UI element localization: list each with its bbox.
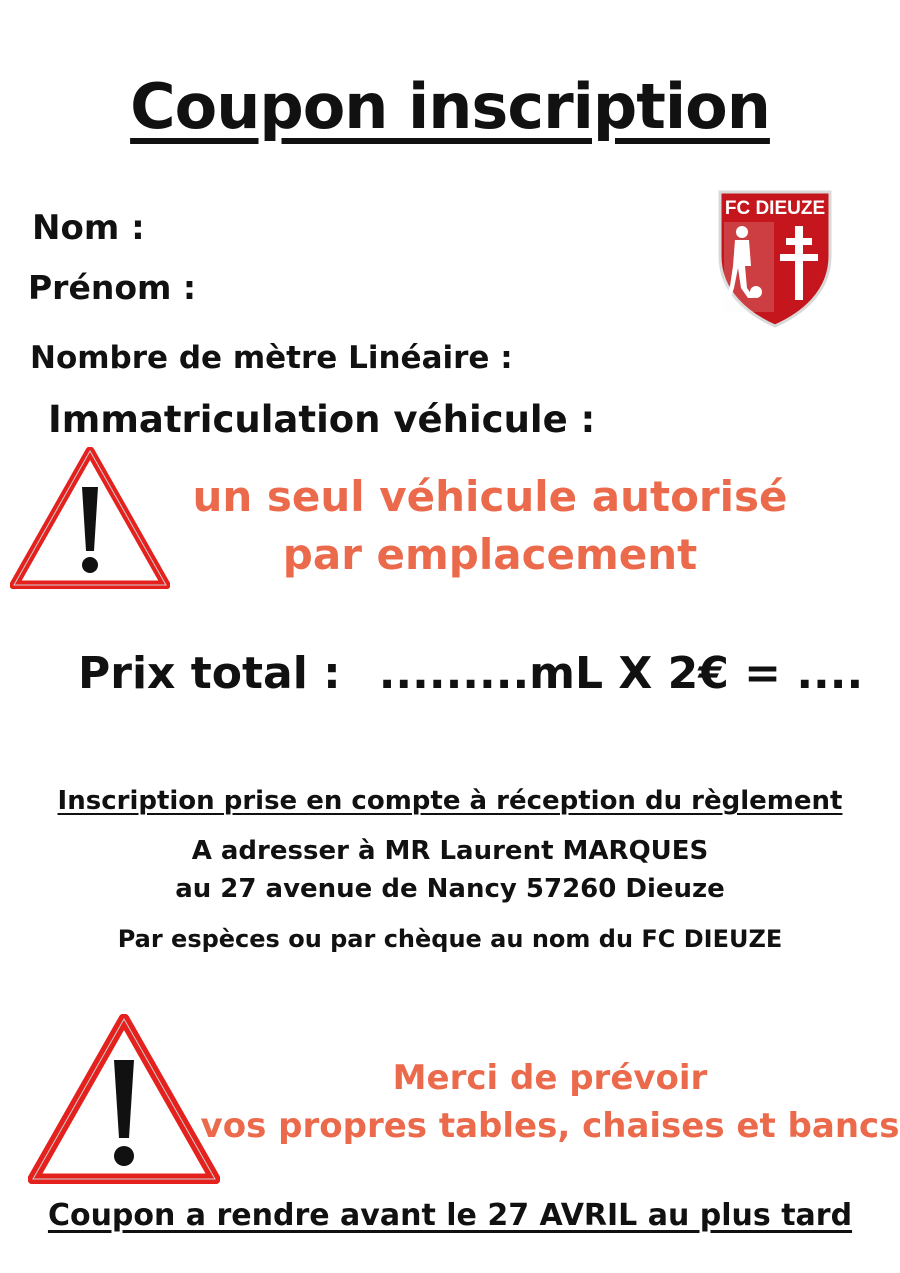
field-prenom-label: Prénom : <box>28 268 197 307</box>
price-formula: .........mL X 2€ = .... <box>378 648 864 699</box>
price-label: Prix total : <box>78 648 341 699</box>
crest-left-panel <box>724 222 774 312</box>
warning-bring-furniture <box>200 1054 900 1150</box>
fc-dieuze-logo <box>716 188 834 330</box>
price-total <box>78 648 863 699</box>
deadline-footer: Coupon a rendre avant le 27 AVRIL au plus tard <box>47 1198 853 1233</box>
warning-triangle-icon-2 <box>28 1014 220 1184</box>
field-metre-lineaire-label: Nombre de mètre Linéaire : <box>30 340 513 376</box>
page-title: Coupon inscription <box>130 70 770 143</box>
warning-single-vehicle: un seul véhicule autorisé par emplacement <box>192 472 788 579</box>
field-nom-label: Nom : <box>32 208 145 248</box>
info-address-street: au 27 avenue de Nancy 57260 Dieuze <box>175 874 725 904</box>
info-heading: Inscription prise en compte à réception du règlement <box>57 786 843 816</box>
warning-bring-furniture-line2: vos propres tables, chaises et bancs <box>200 1106 900 1146</box>
warning-bring-furniture-line1: Merci de prévoir <box>392 1058 708 1098</box>
crest-text: FC DIEUZE <box>724 198 826 219</box>
info-address-name: A adresser à MR Laurent MARQUES <box>191 836 709 866</box>
warning-triangle-icon <box>10 447 170 589</box>
field-immatriculation-label: Immatriculation véhicule : <box>48 398 596 441</box>
info-payment: Par espèces ou par chèque au nom du FC DIEUZE <box>117 925 783 953</box>
